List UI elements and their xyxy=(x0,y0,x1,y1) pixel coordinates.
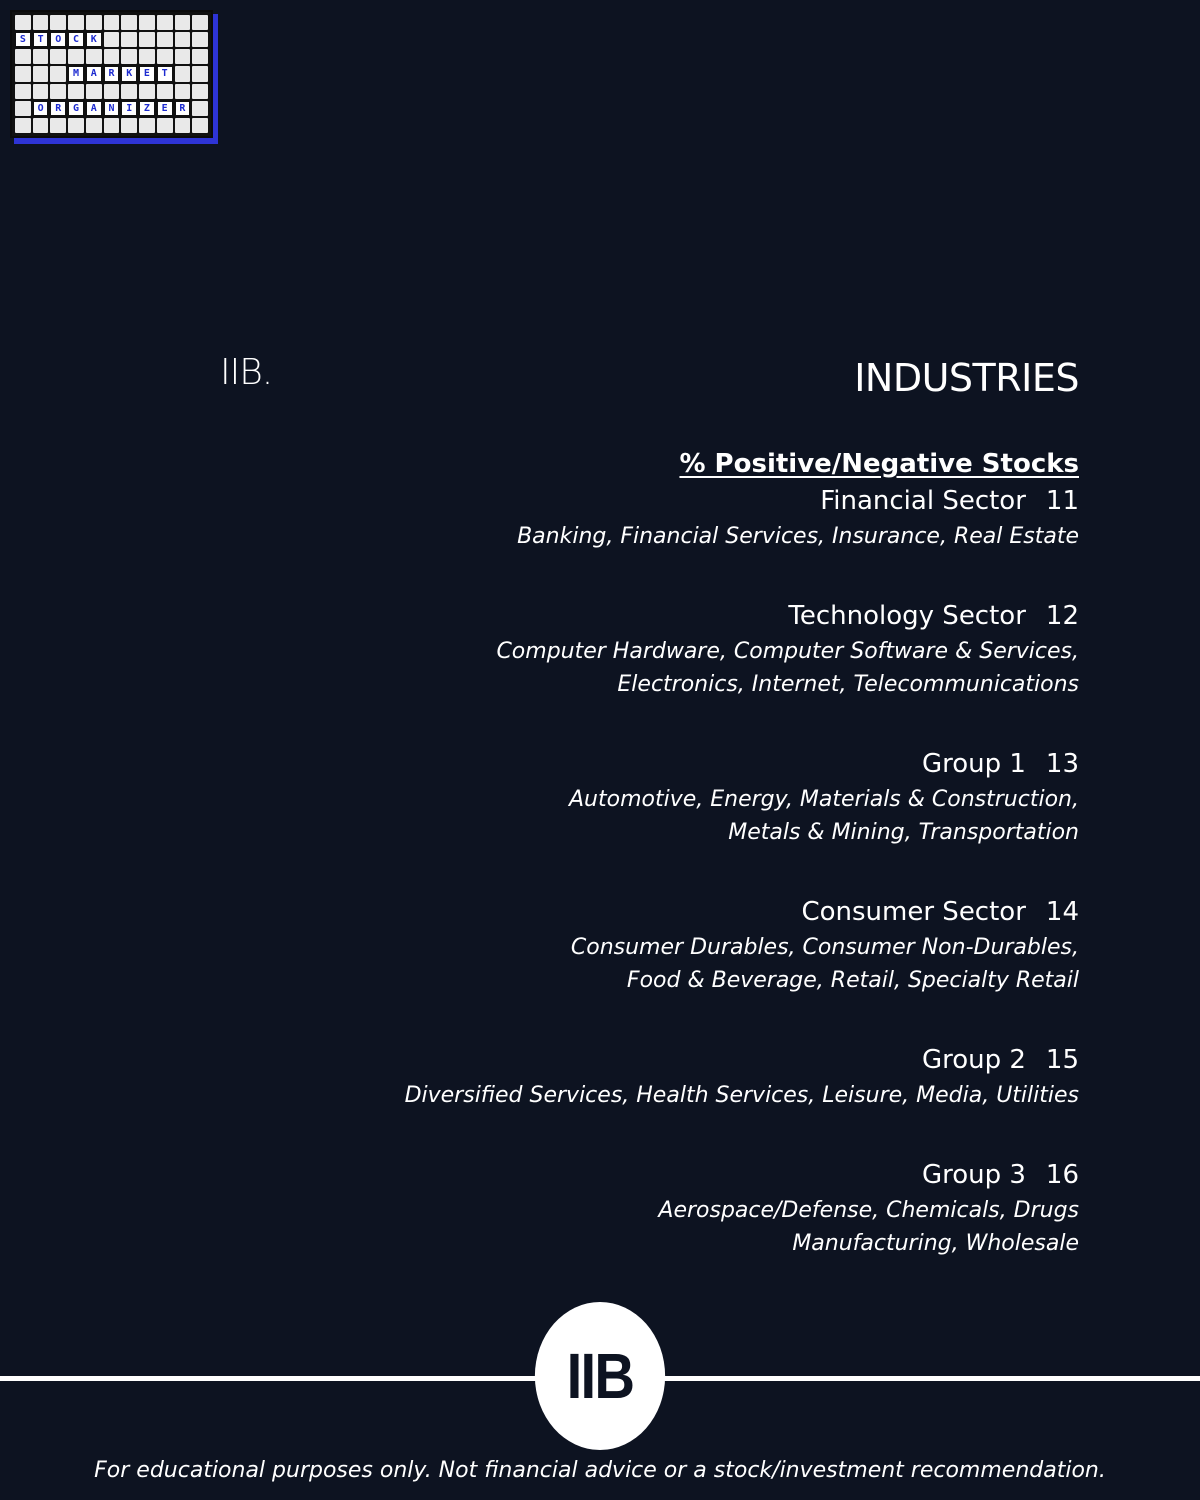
contents-entry[interactable] xyxy=(279,745,1079,849)
logo-blank-tile xyxy=(50,118,66,133)
entry-page-number: 16 xyxy=(1045,1160,1079,1190)
logo-blank-tile xyxy=(175,49,191,64)
logo-blank-tile xyxy=(33,49,49,64)
entry-description-line: Automotive, Energy, Materials & Construction, xyxy=(569,787,1079,812)
logo-blank-tile xyxy=(15,101,31,116)
logo-blank-tile xyxy=(86,49,102,64)
logo-blank-tile xyxy=(139,15,155,30)
logo-letter-tile: Z xyxy=(139,101,155,116)
logo-blank-tile xyxy=(139,32,155,47)
logo-blank-tile xyxy=(157,84,173,99)
entry-heading xyxy=(279,745,1079,783)
logo-blank-tile xyxy=(121,15,137,30)
contents-list xyxy=(279,446,1079,1304)
logo-blank-tile xyxy=(33,15,49,30)
logo-letter-tile: T xyxy=(157,66,173,81)
entry-name: Group 2 xyxy=(921,1045,1026,1075)
logo-blank-tile xyxy=(68,118,84,133)
entry-description-line: Aerospace/Defense, Chemicals, Drugs xyxy=(658,1198,1079,1223)
logo-blank-tile xyxy=(121,32,137,47)
logo-blank-tile xyxy=(50,49,66,64)
logo-blank-tile xyxy=(15,49,31,64)
entry-description-line: Consumer Durables, Consumer Non-Durables, xyxy=(570,935,1079,960)
logo-blank-tile xyxy=(15,15,31,30)
entry-name: Consumer Sector xyxy=(801,897,1026,927)
logo-blank-tile xyxy=(15,118,31,133)
logo-letter-tile: N xyxy=(104,101,120,116)
logo-blank-tile xyxy=(121,49,137,64)
logo-blank-tile xyxy=(15,84,31,99)
entry-name: Technology Sector xyxy=(788,601,1026,631)
logo-blank-tile xyxy=(50,84,66,99)
logo-letter-tile: G xyxy=(68,101,84,116)
logo-letter-tile: R xyxy=(104,66,120,81)
logo-blank-tile xyxy=(192,15,208,30)
logo-blank-tile xyxy=(33,84,49,99)
entry-description-line: Banking, Financial Services, Insurance, Real Estate xyxy=(517,524,1079,549)
entry-heading xyxy=(279,1041,1079,1079)
entry-page-number: 14 xyxy=(1045,897,1079,927)
logo-blank-tile xyxy=(86,15,102,30)
logo-blank-tile xyxy=(104,118,120,133)
logo-letter-tile: R xyxy=(50,101,66,116)
logo-blank-tile xyxy=(86,84,102,99)
entry-description-line: Manufacturing, Wholesale xyxy=(792,1231,1079,1256)
logo-letter-tile: T xyxy=(33,32,49,47)
entry-heading xyxy=(279,1156,1079,1194)
logo-blank-tile xyxy=(121,118,137,133)
entry-page-number: 13 xyxy=(1045,749,1079,779)
logo-blank-tile xyxy=(192,66,208,81)
logo-blank-tile xyxy=(68,84,84,99)
entry-description-line: Metals & Mining, Transportation xyxy=(728,820,1079,845)
logo-blank-tile xyxy=(175,15,191,30)
entry-page-number: 12 xyxy=(1045,601,1079,631)
contents-entry[interactable] xyxy=(279,597,1079,701)
entry-description-line: Electronics, Internet, Telecommunications xyxy=(617,672,1079,697)
logo-blank-tile xyxy=(175,66,191,81)
logo-blank-tile xyxy=(33,66,49,81)
logo-blank-tile xyxy=(157,15,173,30)
logo-blank-tile xyxy=(104,84,120,99)
logo xyxy=(10,10,218,144)
logo-letter-tile: A xyxy=(86,101,102,116)
entry-heading xyxy=(279,482,1079,520)
logo-blank-tile xyxy=(121,84,137,99)
contents-entry[interactable] xyxy=(279,1156,1079,1260)
logo-blank-tile xyxy=(192,49,208,64)
logo-letter-tile: A xyxy=(86,66,102,81)
logo-blank-tile xyxy=(68,49,84,64)
entry-name: Group 1 xyxy=(921,749,1026,779)
logo-blank-tile xyxy=(86,118,102,133)
logo-blank-tile xyxy=(139,84,155,99)
logo-blank-tile xyxy=(175,84,191,99)
logo-grid xyxy=(10,10,213,138)
logo-letter-tile: K xyxy=(86,32,102,47)
logo-blank-tile xyxy=(139,49,155,64)
logo-blank-tile xyxy=(139,118,155,133)
logo-letter-tile: E xyxy=(139,66,155,81)
logo-letter-tile: R xyxy=(175,101,191,116)
logo-blank-tile xyxy=(68,15,84,30)
entry-description-line: Diversified Services, Health Services, Leisure, Media, Utilities xyxy=(404,1083,1079,1108)
entry-name: Financial Sector xyxy=(820,486,1026,516)
contents-entry[interactable] xyxy=(279,1041,1079,1112)
contents-entry[interactable] xyxy=(279,893,1079,997)
disclaimer: For educational purposes only. Not financial advice or a stock/investment recommendation. xyxy=(94,1458,1106,1483)
logo-blank-tile xyxy=(157,49,173,64)
entry-name: Group 3 xyxy=(921,1160,1026,1190)
logo-blank-tile xyxy=(104,49,120,64)
logo-letter-tile: C xyxy=(68,32,84,47)
section-badge: IIB xyxy=(535,1302,665,1450)
entry-heading xyxy=(279,597,1079,635)
logo-blank-tile xyxy=(104,15,120,30)
logo-blank-tile xyxy=(104,32,120,47)
entry-heading xyxy=(279,893,1079,931)
logo-blank-tile xyxy=(192,101,208,116)
logo-blank-tile xyxy=(50,15,66,30)
logo-blank-tile xyxy=(175,32,191,47)
section-code: IIB. xyxy=(220,352,273,393)
logo-blank-tile xyxy=(192,118,208,133)
logo-blank-tile xyxy=(175,118,191,133)
logo-blank-tile xyxy=(192,32,208,47)
entry-description-line: Food & Beverage, Retail, Specialty Retail xyxy=(626,968,1079,993)
logo-letter-tile: S xyxy=(15,32,31,47)
entry-description-line: Computer Hardware, Computer Software & Services, xyxy=(496,639,1079,664)
logo-letter-tile: E xyxy=(157,101,173,116)
contents-entry[interactable] xyxy=(279,482,1079,553)
logo-letter-tile: K xyxy=(121,66,137,81)
logo-blank-tile xyxy=(15,66,31,81)
contents-subheading[interactable]: % Positive/Negative Stocks xyxy=(679,449,1079,479)
entry-page-number: 15 xyxy=(1045,1045,1079,1075)
entry-page-number: 11 xyxy=(1045,486,1079,516)
logo-blank-tile xyxy=(33,118,49,133)
logo-blank-tile xyxy=(192,84,208,99)
logo-letter-tile: M xyxy=(68,66,84,81)
logo-letter-tile: O xyxy=(50,32,66,47)
logo-blank-tile xyxy=(50,66,66,81)
entries xyxy=(279,482,1079,1260)
logo-blank-tile xyxy=(157,118,173,133)
page-title: INDUSTRIES xyxy=(854,356,1079,400)
logo-letter-tile: I xyxy=(121,101,137,116)
logo-blank-tile xyxy=(157,32,173,47)
logo-letter-tile: O xyxy=(33,101,49,116)
